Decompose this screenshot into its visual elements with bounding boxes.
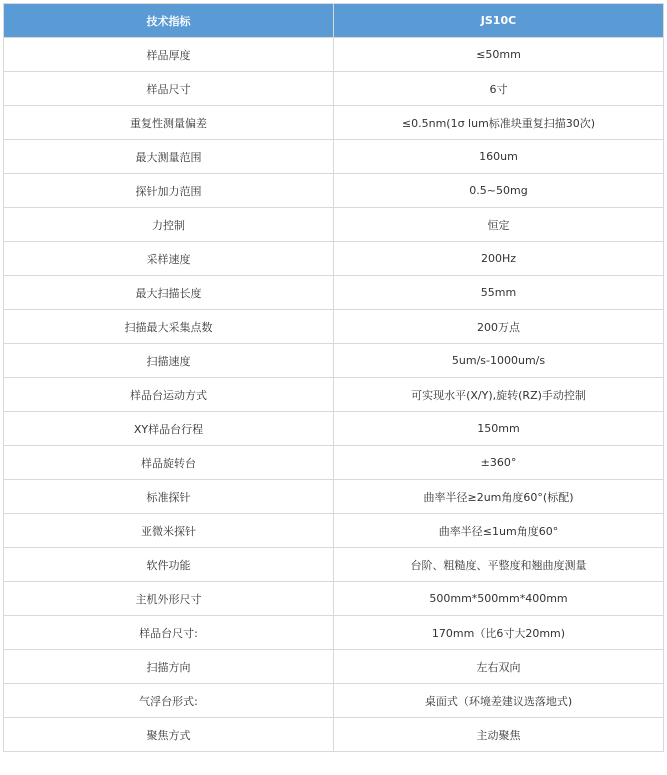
parameter-cell: 样品旋转台 <box>4 446 334 480</box>
header-row <box>4 4 664 38</box>
parameter-cell: 标准探针 <box>4 480 334 514</box>
value-cell: 170mm（比6寸大20mm) <box>334 616 664 650</box>
table-row <box>4 276 664 310</box>
value-cell: ≤50mm <box>334 38 664 72</box>
table-row <box>4 72 664 106</box>
value-cell: 恒定 <box>334 208 664 242</box>
header-cell-model: JS10C <box>334 4 664 38</box>
parameter-cell: 主机外形尺寸 <box>4 582 334 616</box>
table-row <box>4 106 664 140</box>
value-cell: 160um <box>334 140 664 174</box>
parameter-cell: 采样速度 <box>4 242 334 276</box>
value-cell: 曲率半径≤1um角度60° <box>334 514 664 548</box>
table-row <box>4 650 664 684</box>
parameter-cell: 聚焦方式 <box>4 718 334 752</box>
value-cell: ≤0.5nm(1σ lum标准块重复扫描30次) <box>334 106 664 140</box>
parameter-cell: 扫描方向 <box>4 650 334 684</box>
table-row <box>4 480 664 514</box>
table-row <box>4 38 664 72</box>
table-row <box>4 174 664 208</box>
value-cell: 台阶、粗糙度、平整度和翘曲度测量 <box>334 548 664 582</box>
value-cell: 曲率半径≥2um角度60°(标配) <box>334 480 664 514</box>
value-cell: 0.5~50mg <box>334 174 664 208</box>
value-cell: ±360° <box>334 446 664 480</box>
value-cell: 可实现水平(X/Y),旋转(RZ)手动控制 <box>334 378 664 412</box>
value-cell: 左右双向 <box>334 650 664 684</box>
value-cell: 200Hz <box>334 242 664 276</box>
table-row <box>4 582 664 616</box>
table-row <box>4 616 664 650</box>
table-row <box>4 242 664 276</box>
spec-table-body <box>4 38 664 752</box>
parameter-cell: 力控制 <box>4 208 334 242</box>
table-row <box>4 718 664 752</box>
table-row <box>4 140 664 174</box>
parameter-cell: 探针加力范围 <box>4 174 334 208</box>
parameter-cell: 样品台尺寸: <box>4 616 334 650</box>
parameter-cell: 样品台运动方式 <box>4 378 334 412</box>
table-row <box>4 344 664 378</box>
parameter-cell: 样品厚度 <box>4 38 334 72</box>
value-cell: 150mm <box>334 412 664 446</box>
spec-table-header <box>4 4 664 38</box>
value-cell: 6寸 <box>334 72 664 106</box>
parameter-cell: 软件功能 <box>4 548 334 582</box>
parameter-cell: XY样品台行程 <box>4 412 334 446</box>
table-row <box>4 378 664 412</box>
value-cell: 500mm*500mm*400mm <box>334 582 664 616</box>
value-cell: 5um/s-1000um/s <box>334 344 664 378</box>
spec-table <box>3 3 664 752</box>
parameter-cell: 样品尺寸 <box>4 72 334 106</box>
table-row <box>4 514 664 548</box>
table-row <box>4 208 664 242</box>
parameter-cell: 亚微米探针 <box>4 514 334 548</box>
value-cell: 主动聚焦 <box>334 718 664 752</box>
table-row <box>4 684 664 718</box>
parameter-cell: 最大扫描长度 <box>4 276 334 310</box>
value-cell: 200万点 <box>334 310 664 344</box>
table-row <box>4 446 664 480</box>
parameter-cell: 扫描最大采集点数 <box>4 310 334 344</box>
value-cell: 55mm <box>334 276 664 310</box>
parameter-cell: 重复性测量偏差 <box>4 106 334 140</box>
value-cell: 桌面式（环境差建议选落地式) <box>334 684 664 718</box>
table-row <box>4 412 664 446</box>
header-cell-parameter: 技术指标 <box>4 4 334 38</box>
parameter-cell: 最大测量范围 <box>4 140 334 174</box>
table-row <box>4 310 664 344</box>
parameter-cell: 扫描速度 <box>4 344 334 378</box>
parameter-cell: 气浮台形式: <box>4 684 334 718</box>
table-row <box>4 548 664 582</box>
